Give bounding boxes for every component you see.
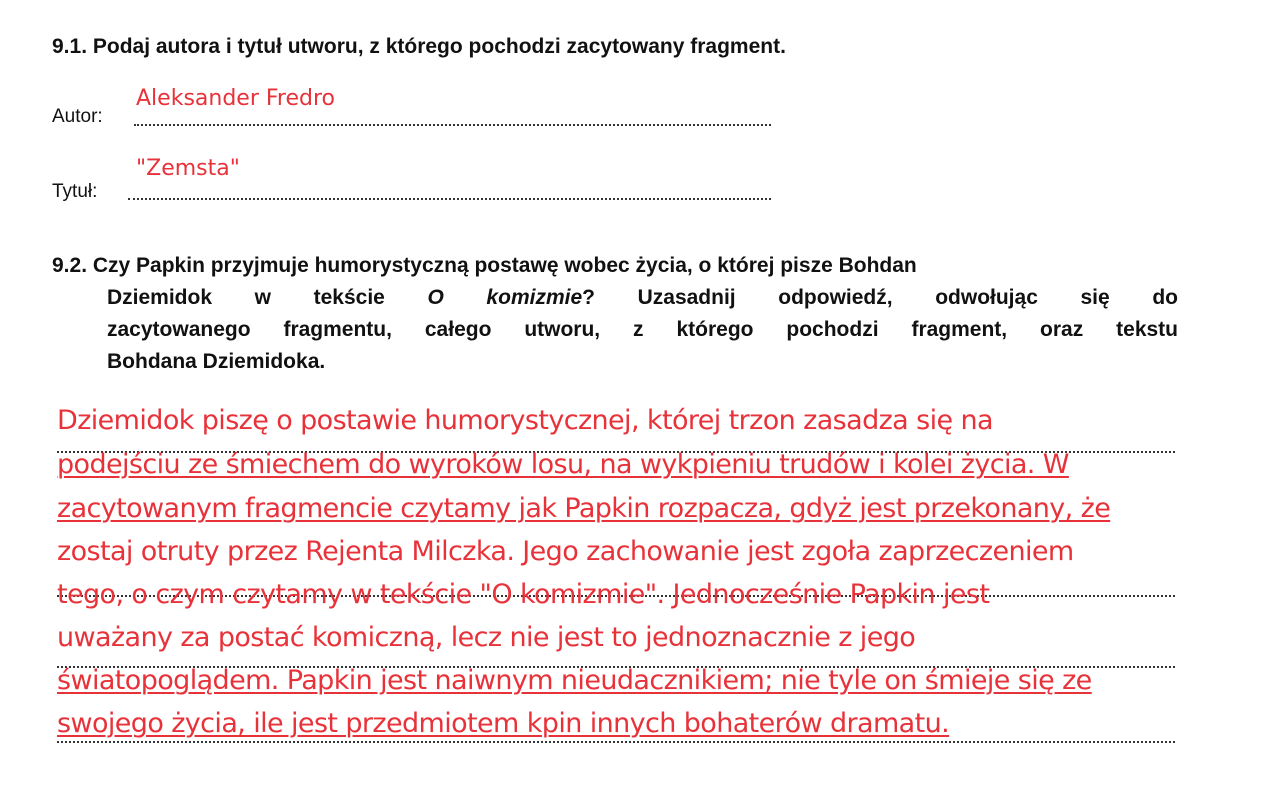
answer-line-3: zacytowanym fragmencie czytamy jak Papkin rozpacza, gdyż jest przekonany, że bbox=[57, 493, 1111, 524]
question-9-2-line-2 bbox=[52, 282, 1178, 314]
question-9-2-line-2-end: ? Uzasadnij odpowiedź, odwołując się do bbox=[582, 286, 1178, 309]
author-answer: Aleksander Fredro bbox=[136, 86, 335, 111]
question-9-2-line-1: 9.2. Czy Papkin przyjmuje humorystyczną postawę wobec życia, o której pisze Bohdan bbox=[52, 254, 917, 277]
answer-line-5: tego, o czym czytamy w tekście "O komizmie". Jednocześnie Papkin jest bbox=[57, 579, 990, 610]
answer-dotted-line-4 bbox=[57, 741, 1175, 743]
question-9-2-line-3: zacytowanego fragmentu, całego utworu, z którego pochodzi fragment, oraz tekstu bbox=[107, 318, 1178, 341]
title-label: Tytuł: bbox=[52, 181, 98, 202]
answer-line-2: podejściu ze śmiechem do wyroków losu, na wykpieniu trudów i kolei życia. W bbox=[57, 449, 1069, 480]
answer-line-6: uważany za postać komiczną, lecz nie jest to jednoznacznie z jego bbox=[57, 622, 916, 653]
referenced-text-title: O komizmie bbox=[427, 286, 583, 309]
question-9-2-line-2-start: Dziemidok w tekście bbox=[107, 286, 428, 309]
question-9-1-heading: 9.1. Podaj autora i tytuł utworu, z którego pochodzi zacytowany fragment. bbox=[52, 35, 786, 58]
answer-line-1: Dziemidok piszę o postawie humorystycznej, której trzon zasadza się na bbox=[57, 405, 993, 436]
answer-line-7: światopoglądem. Papkin jest naiwnym nieudacznikiem; nie tyle on śmieje się ze bbox=[57, 665, 1092, 696]
author-label: Autor: bbox=[52, 106, 103, 127]
title-dotted-line bbox=[128, 198, 771, 200]
answer-line-4: zostaj otruty przez Rejenta Milczka. Jego zachowanie jest zgoła zaprzeczeniem bbox=[57, 536, 1074, 567]
author-dotted-line bbox=[134, 124, 771, 126]
answer-line-8: swojego życia, ile jest przedmiotem kpin innych bohaterów dramatu. bbox=[57, 708, 950, 739]
question-9-2 bbox=[52, 250, 1178, 378]
question-9-2-line-4: Bohdana Dziemidoka. bbox=[107, 350, 326, 373]
title-answer: "Zemsta" bbox=[136, 156, 240, 181]
